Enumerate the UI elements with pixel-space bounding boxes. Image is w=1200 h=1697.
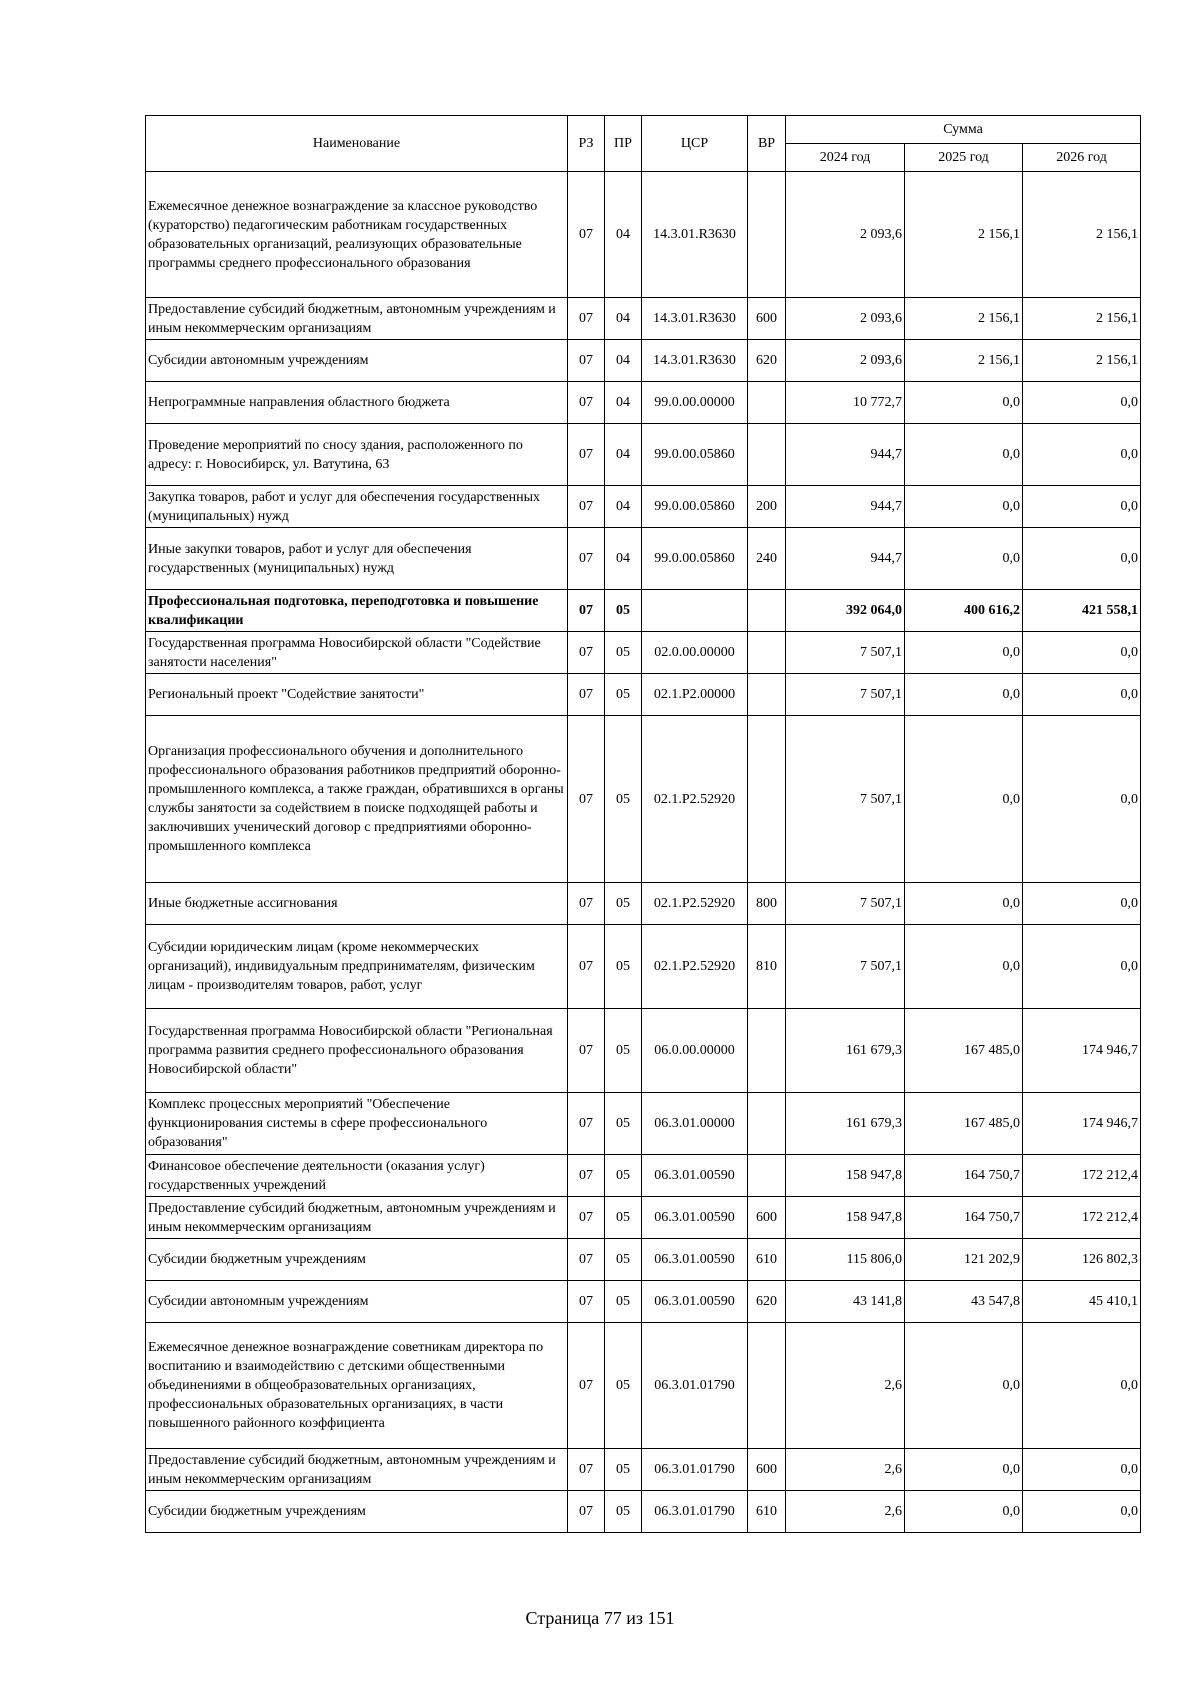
cell-2024: 2 093,6: [786, 298, 905, 340]
header-rz: РЗ: [568, 116, 605, 172]
cell-2024: 2,6: [786, 1449, 905, 1491]
table-row: [146, 424, 1141, 486]
table-row: [146, 883, 1141, 925]
cell-csr: 06.3.01.01790: [642, 1449, 748, 1491]
cell-pr: 05: [605, 1449, 642, 1491]
cell-vr: 810: [748, 925, 786, 1009]
cell-csr: 06.3.01.01790: [642, 1323, 748, 1449]
cell-vr: 600: [748, 298, 786, 340]
cell-2026: 421 558,1: [1023, 590, 1141, 632]
cell-rz: 07: [568, 1155, 605, 1197]
cell-pr: 04: [605, 172, 642, 298]
cell-vr: [748, 172, 786, 298]
cell-2026: 2 156,1: [1023, 172, 1141, 298]
cell-2024: 392 064,0: [786, 590, 905, 632]
cell-vr: 600: [748, 1197, 786, 1239]
table-row: [146, 632, 1141, 674]
table-row: [146, 340, 1141, 382]
cell-2025: 0,0: [905, 925, 1023, 1009]
cell-pr: 05: [605, 590, 642, 632]
table-row: [146, 298, 1141, 340]
cell-rz: 07: [568, 590, 605, 632]
cell-2026: 172 212,4: [1023, 1155, 1141, 1197]
cell-vr: 200: [748, 486, 786, 528]
cell-rz: 07: [568, 486, 605, 528]
cell-2024: 944,7: [786, 486, 905, 528]
cell-vr: 620: [748, 340, 786, 382]
table-row: [146, 1491, 1141, 1533]
cell-2025: 2 156,1: [905, 172, 1023, 298]
table-row: [146, 674, 1141, 716]
cell-name: Субсидии автономным учреждениям: [146, 340, 568, 382]
cell-2026: 0,0: [1023, 1449, 1141, 1491]
cell-2026: 0,0: [1023, 632, 1141, 674]
cell-name: Иные закупки товаров, работ и услуг для обеспечения государственных (муниципальных) нужд: [146, 528, 568, 590]
cell-vr: [748, 1155, 786, 1197]
cell-name: Проведение мероприятий по сносу здания, расположенного по адресу: г. Новосибирск, ул. Ватутина, 63: [146, 424, 568, 486]
cell-vr: [748, 382, 786, 424]
page-number: Страница 77 из 151: [525, 1608, 675, 1628]
table-row: [146, 1239, 1141, 1281]
cell-2024: 115 806,0: [786, 1239, 905, 1281]
cell-2024: 7 507,1: [786, 674, 905, 716]
cell-name: Профессиональная подготовка, переподготовка и повышение квалификации: [146, 590, 568, 632]
cell-2025: 43 547,8: [905, 1281, 1023, 1323]
table-row: [146, 925, 1141, 1009]
cell-2025: 121 202,9: [905, 1239, 1023, 1281]
cell-2026: 172 212,4: [1023, 1197, 1141, 1239]
cell-2024: 158 947,8: [786, 1155, 905, 1197]
cell-name: Непрограммные направления областного бюджета: [146, 382, 568, 424]
cell-name: Комплекс процессных мероприятий "Обеспечение функционирования системы в сфере профессионального образования": [146, 1093, 568, 1155]
header-csr: ЦСР: [642, 116, 748, 172]
cell-csr: 06.3.01.00590: [642, 1197, 748, 1239]
table-row: [146, 1323, 1141, 1449]
cell-2024: 2 093,6: [786, 172, 905, 298]
cell-name: Организация профессионального обучения и дополнительного профессионального образования работников предприятий оборонно-промышленного комплекса, а также граждан, обратившихся в органы службы занятости за содействием в поиске подходящей работы и заключивших ученический договор с предприятиями оборонно-промышленного комплекса: [146, 716, 568, 883]
cell-2026: 45 410,1: [1023, 1281, 1141, 1323]
cell-pr: 04: [605, 298, 642, 340]
cell-vr: [748, 716, 786, 883]
cell-2026: 0,0: [1023, 382, 1141, 424]
header-year-2026: 2026 год: [1023, 144, 1141, 172]
cell-rz: 07: [568, 925, 605, 1009]
cell-2025: 0,0: [905, 1323, 1023, 1449]
cell-2026: 2 156,1: [1023, 340, 1141, 382]
cell-2024: 158 947,8: [786, 1197, 905, 1239]
cell-2026: 0,0: [1023, 1491, 1141, 1533]
budget-table: [145, 115, 1141, 1533]
cell-2026: 0,0: [1023, 925, 1141, 1009]
header-year-2024: 2024 год: [786, 144, 905, 172]
table-row: [146, 1197, 1141, 1239]
cell-name: Субсидии бюджетным учреждениям: [146, 1239, 568, 1281]
cell-2025: 400 616,2: [905, 590, 1023, 632]
cell-rz: 07: [568, 883, 605, 925]
cell-csr: 06.3.01.00590: [642, 1239, 748, 1281]
cell-vr: [748, 590, 786, 632]
cell-2025: 0,0: [905, 424, 1023, 486]
cell-2026: 174 946,7: [1023, 1009, 1141, 1093]
cell-2025: 0,0: [905, 528, 1023, 590]
cell-rz: 07: [568, 1281, 605, 1323]
cell-csr: 02.1.P2.52920: [642, 925, 748, 1009]
cell-2025: 164 750,7: [905, 1155, 1023, 1197]
cell-rz: 07: [568, 424, 605, 486]
cell-rz: 07: [568, 1449, 605, 1491]
cell-2026: 0,0: [1023, 1323, 1141, 1449]
cell-2024: 7 507,1: [786, 716, 905, 883]
cell-vr: 620: [748, 1281, 786, 1323]
header-name: Наименование: [146, 116, 568, 172]
cell-rz: 07: [568, 172, 605, 298]
cell-pr: 04: [605, 340, 642, 382]
cell-2024: 7 507,1: [786, 632, 905, 674]
cell-name: Государственная программа Новосибирской области "Содействие занятости населения": [146, 632, 568, 674]
cell-csr: 06.3.01.00000: [642, 1093, 748, 1155]
header-pr: ПР: [605, 116, 642, 172]
cell-rz: 07: [568, 1197, 605, 1239]
cell-name: Государственная программа Новосибирской области "Региональная программа развития среднего профессионального образования Новосибирской области": [146, 1009, 568, 1093]
cell-pr: 05: [605, 632, 642, 674]
cell-pr: 05: [605, 1323, 642, 1449]
cell-2025: 167 485,0: [905, 1093, 1023, 1155]
cell-2025: 0,0: [905, 382, 1023, 424]
cell-2024: 161 679,3: [786, 1093, 905, 1155]
cell-csr: [642, 590, 748, 632]
cell-2024: 2 093,6: [786, 340, 905, 382]
table-body: [146, 172, 1141, 1533]
cell-2024: 944,7: [786, 424, 905, 486]
cell-csr: 02.1.P2.52920: [642, 716, 748, 883]
cell-pr: 05: [605, 883, 642, 925]
cell-rz: 07: [568, 716, 605, 883]
cell-csr: 99.0.00.05860: [642, 528, 748, 590]
cell-pr: 05: [605, 716, 642, 883]
cell-name: Субсидии автономным учреждениям: [146, 1281, 568, 1323]
cell-rz: 07: [568, 1239, 605, 1281]
cell-name: Региональный проект "Содействие занятости": [146, 674, 568, 716]
cell-2024: 7 507,1: [786, 925, 905, 1009]
cell-2026: 126 802,3: [1023, 1239, 1141, 1281]
table-header: [146, 116, 1141, 172]
cell-rz: 07: [568, 382, 605, 424]
cell-name: Закупка товаров, работ и услуг для обеспечения государственных (муниципальных) нужд: [146, 486, 568, 528]
cell-2026: 0,0: [1023, 716, 1141, 883]
cell-2026: 0,0: [1023, 883, 1141, 925]
cell-2025: 0,0: [905, 716, 1023, 883]
cell-csr: 06.0.00.00000: [642, 1009, 748, 1093]
header-sum: Сумма: [786, 116, 1141, 144]
cell-rz: 07: [568, 632, 605, 674]
cell-vr: [748, 1009, 786, 1093]
cell-name: Ежемесячное денежное вознаграждение советникам директора по воспитанию и взаимодействию с детскими общественными объединениями в общеобразовательных организациях, профессиональных образовательных организациях, в части повышенного районного коэффициента: [146, 1323, 568, 1449]
cell-csr: 14.3.01.R3630: [642, 298, 748, 340]
cell-2026: 2 156,1: [1023, 298, 1141, 340]
cell-2024: 2,6: [786, 1323, 905, 1449]
cell-pr: 05: [605, 1491, 642, 1533]
cell-csr: 02.1.P2.00000: [642, 674, 748, 716]
cell-2025: 0,0: [905, 674, 1023, 716]
table-row: [146, 382, 1141, 424]
cell-2025: 0,0: [905, 883, 1023, 925]
cell-2026: 0,0: [1023, 674, 1141, 716]
cell-name: Субсидии юридическим лицам (кроме некоммерческих организаций), индивидуальным предпринимателям, физическим лицам - производителям товаров, работ, услуг: [146, 925, 568, 1009]
table-row: [146, 1155, 1141, 1197]
cell-vr: [748, 632, 786, 674]
cell-vr: [748, 674, 786, 716]
cell-pr: 04: [605, 382, 642, 424]
cell-pr: 04: [605, 424, 642, 486]
cell-2024: 7 507,1: [786, 883, 905, 925]
cell-pr: 05: [605, 1239, 642, 1281]
cell-2025: 164 750,7: [905, 1197, 1023, 1239]
cell-2025: 2 156,1: [905, 340, 1023, 382]
cell-rz: 07: [568, 1491, 605, 1533]
cell-rz: 07: [568, 674, 605, 716]
table-row: [146, 486, 1141, 528]
cell-name: Предоставление субсидий бюджетным, автономным учреждениям и иным некоммерческим организациям: [146, 1197, 568, 1239]
cell-2025: 0,0: [905, 1491, 1023, 1533]
cell-2025: 0,0: [905, 632, 1023, 674]
cell-2025: 0,0: [905, 486, 1023, 528]
cell-pr: 05: [605, 1155, 642, 1197]
cell-pr: 05: [605, 1281, 642, 1323]
cell-vr: [748, 1323, 786, 1449]
cell-vr: [748, 1093, 786, 1155]
cell-pr: 05: [605, 925, 642, 1009]
cell-2024: 2,6: [786, 1491, 905, 1533]
cell-csr: 06.3.01.00590: [642, 1281, 748, 1323]
table-row: [146, 590, 1141, 632]
cell-name: Ежемесячное денежное вознаграждение за классное руководство (кураторство) педагогическим работникам государственных образовательных организаций, реализующих образовательные программы среднего профессионального образования: [146, 172, 568, 298]
cell-vr: 800: [748, 883, 786, 925]
cell-csr: 99.0.00.05860: [642, 424, 748, 486]
cell-2026: 0,0: [1023, 424, 1141, 486]
table-row: [146, 1281, 1141, 1323]
cell-pr: 05: [605, 1093, 642, 1155]
cell-2024: 944,7: [786, 528, 905, 590]
cell-2026: 174 946,7: [1023, 1093, 1141, 1155]
cell-csr: 06.3.01.00590: [642, 1155, 748, 1197]
cell-csr: 02.1.P2.52920: [642, 883, 748, 925]
table-row: [146, 1093, 1141, 1155]
table-row: [146, 1449, 1141, 1491]
cell-rz: 07: [568, 298, 605, 340]
cell-rz: 07: [568, 340, 605, 382]
cell-pr: 04: [605, 486, 642, 528]
cell-csr: 14.3.01.R3630: [642, 172, 748, 298]
cell-2025: 2 156,1: [905, 298, 1023, 340]
cell-2026: 0,0: [1023, 528, 1141, 590]
cell-pr: 05: [605, 1197, 642, 1239]
cell-2026: 0,0: [1023, 486, 1141, 528]
table-row: [146, 716, 1141, 883]
cell-csr: 06.3.01.01790: [642, 1491, 748, 1533]
cell-rz: 07: [568, 1323, 605, 1449]
header-vr: ВР: [748, 116, 786, 172]
cell-name: Финансовое обеспечение деятельности (оказания услуг) государственных учреждений: [146, 1155, 568, 1197]
cell-name: Иные бюджетные ассигнования: [146, 883, 568, 925]
cell-vr: 600: [748, 1449, 786, 1491]
cell-2024: 43 141,8: [786, 1281, 905, 1323]
cell-pr: 05: [605, 1009, 642, 1093]
cell-vr: 610: [748, 1491, 786, 1533]
cell-rz: 07: [568, 1093, 605, 1155]
cell-name: Субсидии бюджетным учреждениям: [146, 1491, 568, 1533]
cell-vr: 610: [748, 1239, 786, 1281]
cell-2025: 0,0: [905, 1449, 1023, 1491]
cell-csr: 14.3.01.R3630: [642, 340, 748, 382]
cell-rz: 07: [568, 1009, 605, 1093]
cell-pr: 04: [605, 528, 642, 590]
table-row: [146, 172, 1141, 298]
cell-csr: 02.0.00.00000: [642, 632, 748, 674]
cell-2025: 167 485,0: [905, 1009, 1023, 1093]
table-row: [146, 528, 1141, 590]
cell-rz: 07: [568, 528, 605, 590]
cell-2024: 10 772,7: [786, 382, 905, 424]
cell-csr: 99.0.00.05860: [642, 486, 748, 528]
header-year-2025: 2025 год: [905, 144, 1023, 172]
table-row: [146, 1009, 1141, 1093]
cell-csr: 99.0.00.00000: [642, 382, 748, 424]
cell-2024: 161 679,3: [786, 1009, 905, 1093]
cell-name: Предоставление субсидий бюджетным, автономным учреждениям и иным некоммерческим организациям: [146, 298, 568, 340]
cell-vr: [748, 424, 786, 486]
cell-name: Предоставление субсидий бюджетным, автономным учреждениям и иным некоммерческим организациям: [146, 1449, 568, 1491]
cell-vr: 240: [748, 528, 786, 590]
cell-pr: 05: [605, 674, 642, 716]
